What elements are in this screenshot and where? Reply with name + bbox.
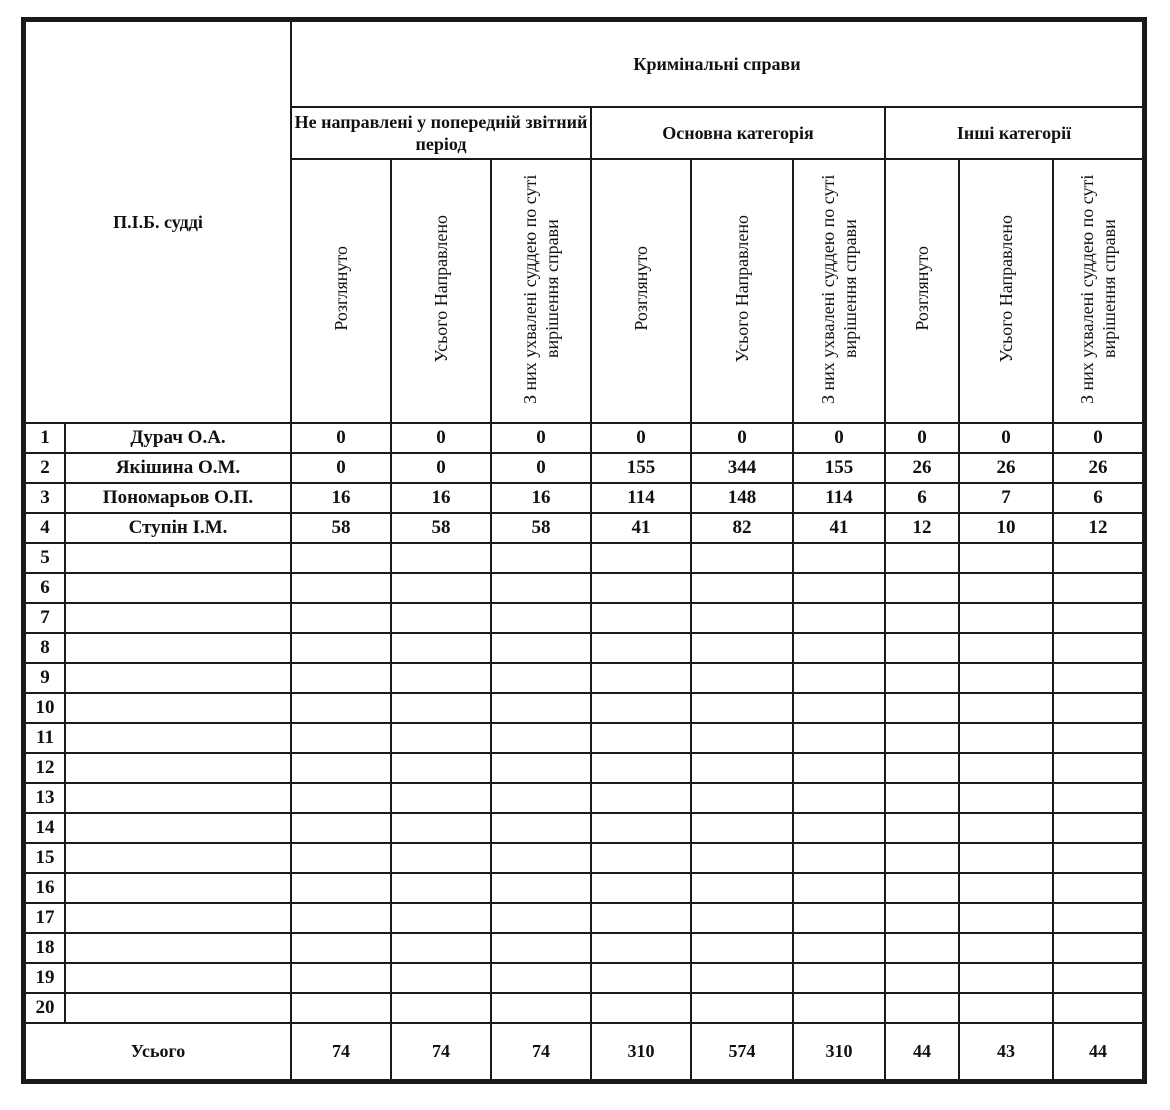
value-cell: [391, 603, 491, 633]
value-cell: [691, 903, 793, 933]
value-cell: [391, 783, 491, 813]
value-cell: 58: [491, 513, 591, 543]
value-cell: [959, 873, 1053, 903]
value-cell: 16: [291, 483, 391, 513]
value-cell: [793, 693, 885, 723]
total-value-cell: 74: [391, 1023, 491, 1080]
value-cell: 0: [491, 423, 591, 453]
subcolumn-header-label: Усього Направлено: [431, 214, 451, 363]
judge-name-cell: [65, 693, 291, 723]
table-row: [25, 993, 1143, 1023]
value-cell: 26: [959, 453, 1053, 483]
row-number: 2: [25, 453, 65, 483]
total-value-cell: 44: [1053, 1023, 1143, 1080]
value-cell: [391, 963, 491, 993]
value-cell: 12: [1053, 513, 1143, 543]
value-cell: [793, 813, 885, 843]
value-cell: [391, 933, 491, 963]
value-cell: 0: [391, 423, 491, 453]
value-cell: 58: [291, 513, 391, 543]
subcolumn-header-label: Усього Направлено: [732, 214, 752, 363]
value-cell: [885, 723, 959, 753]
value-cell: [691, 543, 793, 573]
value-cell: [291, 603, 391, 633]
value-cell: [391, 993, 491, 1023]
value-cell: [793, 723, 885, 753]
value-cell: 0: [885, 423, 959, 453]
value-cell: [291, 873, 391, 903]
table-row: [25, 813, 1143, 843]
subcolumn-header-label: З них ухвалені суддею по суті вирішення справи: [520, 173, 562, 404]
value-cell: [291, 723, 391, 753]
value-cell: [885, 663, 959, 693]
subcolumn-header-label: Усього Направлено: [996, 214, 1016, 363]
value-cell: [959, 933, 1053, 963]
value-cell: 155: [591, 453, 691, 483]
value-cell: [885, 753, 959, 783]
value-cell: [291, 903, 391, 933]
subcolumn-header-considered: [291, 159, 391, 423]
value-cell: [491, 873, 591, 903]
value-cell: 0: [793, 423, 885, 453]
table-body: [25, 423, 1143, 1023]
total-value-cell: 74: [491, 1023, 591, 1080]
total-value-cell: 74: [291, 1023, 391, 1080]
value-cell: [959, 603, 1053, 633]
value-cell: 16: [391, 483, 491, 513]
value-cell: [391, 843, 491, 873]
value-cell: [491, 993, 591, 1023]
value-cell: 6: [1053, 483, 1143, 513]
value-cell: 114: [591, 483, 691, 513]
table-row: [25, 663, 1143, 693]
value-cell: 0: [391, 453, 491, 483]
value-cell: [491, 603, 591, 633]
value-cell: [491, 663, 591, 693]
value-cell: [1053, 693, 1143, 723]
value-cell: [591, 543, 691, 573]
value-cell: [959, 573, 1053, 603]
value-cell: [959, 993, 1053, 1023]
judge-name-cell: Якішина О.М.: [65, 453, 291, 483]
row-number: 1: [25, 423, 65, 453]
value-cell: [885, 783, 959, 813]
value-cell: [591, 753, 691, 783]
table-row: [25, 513, 1143, 543]
row-number: 18: [25, 933, 65, 963]
value-cell: [1053, 843, 1143, 873]
value-cell: [793, 783, 885, 813]
subcolumn-header-considered: [885, 159, 959, 423]
value-cell: [591, 693, 691, 723]
value-cell: [885, 813, 959, 843]
value-cell: [691, 963, 793, 993]
value-cell: [1053, 663, 1143, 693]
value-cell: 114: [793, 483, 885, 513]
group-header-other-categories: Інші категорії: [885, 107, 1143, 159]
judge-name-cell: [65, 873, 291, 903]
judge-name-header: П.І.Б. судді: [25, 21, 291, 423]
value-cell: [491, 963, 591, 993]
table-row: [25, 933, 1143, 963]
report-sheet: [24, 20, 1144, 1081]
row-number: 9: [25, 663, 65, 693]
value-cell: [491, 633, 591, 663]
value-cell: [291, 843, 391, 873]
value-cell: [959, 813, 1053, 843]
total-row: [25, 1023, 1143, 1080]
subcolumn-header-considered: [591, 159, 691, 423]
subcolumn-header-label: З них ухвалені суддею по суті вирішення справи: [818, 173, 860, 404]
total-label: Усього: [25, 1023, 291, 1080]
value-cell: 0: [1053, 423, 1143, 453]
value-cell: [959, 663, 1053, 693]
subcolumn-header-label: Розглянуто: [912, 246, 932, 331]
value-cell: [691, 993, 793, 1023]
table-row: [25, 483, 1143, 513]
value-cell: [491, 723, 591, 753]
value-cell: [691, 873, 793, 903]
table-row: [25, 633, 1143, 663]
value-cell: 41: [793, 513, 885, 543]
value-cell: [959, 543, 1053, 573]
value-cell: [391, 633, 491, 663]
value-cell: [793, 963, 885, 993]
value-cell: [591, 933, 691, 963]
value-cell: 16: [491, 483, 591, 513]
value-cell: [885, 573, 959, 603]
value-cell: [391, 543, 491, 573]
value-cell: [391, 723, 491, 753]
value-cell: [691, 753, 793, 783]
value-cell: 10: [959, 513, 1053, 543]
value-cell: [291, 813, 391, 843]
table-row: [25, 573, 1143, 603]
value-cell: [491, 573, 591, 603]
value-cell: [793, 873, 885, 903]
judge-name-cell: [65, 933, 291, 963]
judge-name-cell: [65, 783, 291, 813]
subcolumn-header-label: З них ухвалені суддею по суті вирішення справи: [1077, 173, 1119, 404]
value-cell: [1053, 903, 1143, 933]
value-cell: [885, 633, 959, 663]
value-cell: [959, 723, 1053, 753]
subcolumn-header-decided: [793, 159, 885, 423]
subcolumn-header-sent: [959, 159, 1053, 423]
criminal-cases-table: [24, 20, 1144, 1081]
value-cell: [591, 633, 691, 663]
table-row: [25, 453, 1143, 483]
subcolumn-header-decided: [491, 159, 591, 423]
value-cell: 41: [591, 513, 691, 543]
value-cell: [959, 783, 1053, 813]
value-cell: [391, 693, 491, 723]
value-cell: [793, 843, 885, 873]
value-cell: [1053, 963, 1143, 993]
value-cell: [491, 933, 591, 963]
total-value-cell: 43: [959, 1023, 1053, 1080]
judge-name-cell: [65, 573, 291, 603]
value-cell: 0: [291, 453, 391, 483]
value-cell: [591, 873, 691, 903]
value-cell: [793, 633, 885, 663]
value-cell: [1053, 633, 1143, 663]
value-cell: [959, 753, 1053, 783]
value-cell: [1053, 723, 1143, 753]
value-cell: [491, 843, 591, 873]
value-cell: [691, 663, 793, 693]
judge-name-cell: [65, 753, 291, 783]
value-cell: [1053, 753, 1143, 783]
value-cell: [291, 933, 391, 963]
value-cell: [1053, 933, 1143, 963]
value-cell: [793, 603, 885, 633]
value-cell: [691, 573, 793, 603]
value-cell: [885, 993, 959, 1023]
judge-name-cell: [65, 603, 291, 633]
judge-name-cell: [65, 723, 291, 753]
value-cell: [1053, 813, 1143, 843]
value-cell: 12: [885, 513, 959, 543]
value-cell: 0: [591, 423, 691, 453]
value-cell: [291, 693, 391, 723]
value-cell: [291, 753, 391, 783]
value-cell: [291, 633, 391, 663]
value-cell: [793, 543, 885, 573]
value-cell: [959, 963, 1053, 993]
table-row: [25, 723, 1143, 753]
row-number: 8: [25, 633, 65, 663]
judge-name-cell: [65, 663, 291, 693]
judge-name-cell: [65, 813, 291, 843]
value-cell: 148: [691, 483, 793, 513]
value-cell: [291, 573, 391, 603]
value-cell: [591, 813, 691, 843]
value-cell: [793, 663, 885, 693]
table-row: [25, 873, 1143, 903]
row-number: 4: [25, 513, 65, 543]
value-cell: [591, 993, 691, 1023]
value-cell: [793, 573, 885, 603]
value-cell: 58: [391, 513, 491, 543]
value-cell: [691, 603, 793, 633]
value-cell: [885, 933, 959, 963]
value-cell: 26: [1053, 453, 1143, 483]
value-cell: [691, 693, 793, 723]
value-cell: [491, 813, 591, 843]
value-cell: [959, 633, 1053, 663]
value-cell: 7: [959, 483, 1053, 513]
value-cell: [885, 843, 959, 873]
row-number: 12: [25, 753, 65, 783]
value-cell: [691, 843, 793, 873]
value-cell: [793, 753, 885, 783]
value-cell: [591, 903, 691, 933]
value-cell: [391, 903, 491, 933]
judge-name-cell: Пономарьов О.П.: [65, 483, 291, 513]
row-number: 6: [25, 573, 65, 603]
judge-name-cell: Дурач О.А.: [65, 423, 291, 453]
value-cell: [591, 963, 691, 993]
value-cell: [591, 663, 691, 693]
value-cell: [959, 693, 1053, 723]
row-number: 13: [25, 783, 65, 813]
value-cell: 155: [793, 453, 885, 483]
value-cell: [591, 603, 691, 633]
judge-name-cell: [65, 963, 291, 993]
value-cell: 0: [959, 423, 1053, 453]
judge-name-cell: [65, 903, 291, 933]
judge-name-cell: [65, 543, 291, 573]
table-row: [25, 753, 1143, 783]
value-cell: [291, 993, 391, 1023]
row-number: 19: [25, 963, 65, 993]
table-row: [25, 903, 1143, 933]
value-cell: [691, 933, 793, 963]
value-cell: [391, 753, 491, 783]
value-cell: [885, 903, 959, 933]
value-cell: [1053, 783, 1143, 813]
value-cell: [591, 843, 691, 873]
value-cell: [885, 873, 959, 903]
value-cell: [491, 903, 591, 933]
value-cell: [591, 723, 691, 753]
value-cell: [1053, 603, 1143, 633]
value-cell: [691, 633, 793, 663]
subcolumn-header-label: Розглянуто: [331, 246, 351, 331]
value-cell: [959, 903, 1053, 933]
value-cell: 6: [885, 483, 959, 513]
row-number: 15: [25, 843, 65, 873]
row-number: 10: [25, 693, 65, 723]
judge-name-cell: Ступін І.М.: [65, 513, 291, 543]
value-cell: [1053, 543, 1143, 573]
row-number: 11: [25, 723, 65, 753]
value-cell: [491, 753, 591, 783]
total-value-cell: 310: [591, 1023, 691, 1080]
row-number: 17: [25, 903, 65, 933]
row-number: 20: [25, 993, 65, 1023]
value-cell: [291, 963, 391, 993]
value-cell: [691, 813, 793, 843]
row-number: 7: [25, 603, 65, 633]
table-row: [25, 543, 1143, 573]
total-value-cell: 44: [885, 1023, 959, 1080]
value-cell: [1053, 993, 1143, 1023]
row-number: 16: [25, 873, 65, 903]
value-cell: [391, 813, 491, 843]
judge-name-cell: [65, 633, 291, 663]
group-header-not-sent-previous: Не направлені у попередній звітний період: [291, 107, 591, 159]
value-cell: [491, 693, 591, 723]
table-row: [25, 603, 1143, 633]
value-cell: [291, 783, 391, 813]
subcolumn-header-label: Розглянуто: [631, 246, 651, 331]
value-cell: [885, 603, 959, 633]
value-cell: 0: [491, 453, 591, 483]
value-cell: 344: [691, 453, 793, 483]
value-cell: [1053, 873, 1143, 903]
value-cell: [491, 543, 591, 573]
value-cell: [885, 693, 959, 723]
value-cell: [391, 663, 491, 693]
value-cell: [291, 543, 391, 573]
total-value-cell: 574: [691, 1023, 793, 1080]
table-row: [25, 783, 1143, 813]
row-number: 5: [25, 543, 65, 573]
value-cell: [1053, 573, 1143, 603]
table-row: [25, 693, 1143, 723]
row-number: 14: [25, 813, 65, 843]
value-cell: [591, 783, 691, 813]
value-cell: [691, 783, 793, 813]
judge-name-cell: [65, 843, 291, 873]
value-cell: 26: [885, 453, 959, 483]
criminal-cases-header: Кримінальні справи: [291, 21, 1143, 107]
value-cell: [959, 843, 1053, 873]
table-row: [25, 843, 1143, 873]
subcolumn-header-sent: [691, 159, 793, 423]
value-cell: [391, 573, 491, 603]
table-row: [25, 963, 1143, 993]
value-cell: [793, 933, 885, 963]
value-cell: [491, 783, 591, 813]
value-cell: 0: [691, 423, 793, 453]
value-cell: [291, 663, 391, 693]
value-cell: 0: [291, 423, 391, 453]
value-cell: [885, 963, 959, 993]
value-cell: [793, 993, 885, 1023]
value-cell: [691, 723, 793, 753]
value-cell: [793, 903, 885, 933]
group-header-main-category: Основна категорія: [591, 107, 885, 159]
table-row: [25, 423, 1143, 453]
judge-name-cell: [65, 993, 291, 1023]
subcolumn-header-decided: [1053, 159, 1143, 423]
subcolumn-header-sent: [391, 159, 491, 423]
total-value-cell: 310: [793, 1023, 885, 1080]
value-cell: [391, 873, 491, 903]
row-number: 3: [25, 483, 65, 513]
value-cell: 82: [691, 513, 793, 543]
value-cell: [591, 573, 691, 603]
value-cell: [885, 543, 959, 573]
